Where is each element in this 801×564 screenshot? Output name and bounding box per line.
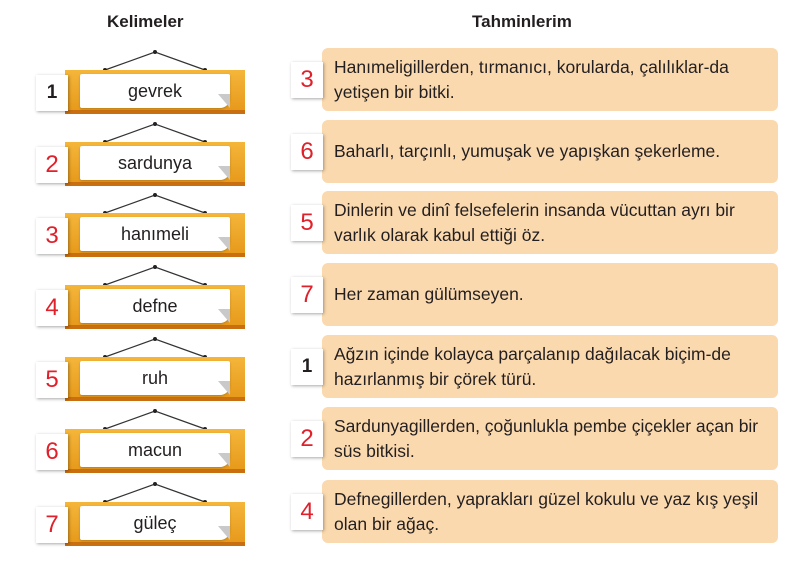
guess-text: Ağzın içinde kolayca parçalanıp dağılacak biçim-de hazırlanmış bir çörek türü. [334,343,731,389]
guess-number-input[interactable]: 4 [291,494,323,530]
guess-text: Baharlı, tarçınlı, yumuşak ve yapışkan şekerleme. [334,141,721,161]
guess-number-input[interactable]: 2 [291,421,323,457]
guess-box [322,120,778,183]
paper-curl-icon [218,526,230,540]
guess-box [322,335,778,398]
guess-number-input[interactable]: 3 [291,62,323,98]
guess-box [322,48,778,111]
word-number: 3 [36,218,68,254]
word-row [0,191,801,257]
guess-box [322,263,778,326]
word-row [0,263,801,329]
hanging-string-icon [100,122,210,144]
hanging-string-icon [100,265,210,287]
word-label: defne [80,289,230,323]
word-label: ruh [80,361,230,395]
guess-box [322,407,778,470]
hanging-string-icon [100,482,210,504]
word-label: sardunya [80,146,230,180]
word-number: 2 [36,147,68,183]
hanging-string-icon [100,337,210,359]
guess-text: Sardunyagillerden, çoğunlukla pembe çiçekler açan bir süs bitkisi. [334,415,759,461]
header-words: Kelimeler [107,12,184,31]
hanging-string-icon [100,409,210,431]
guess-text: Hanımeligillerden, tırmanıcı, korularda, çalılıklar-da yetişen bir bitki. [334,56,729,102]
word-number: 4 [36,290,68,326]
paper-curl-icon [218,166,230,180]
word-number: 5 [36,362,68,398]
guess-number-input[interactable]: 5 [291,205,323,241]
guess-text: Defnegillerden, yaprakları güzel kokulu ve yaz kış yeşil olan bir ağaç. [334,488,759,534]
paper-curl-icon [218,381,230,395]
word-row [0,407,801,473]
word-row [0,480,801,546]
word-label: güleç [80,506,230,540]
word-number: 7 [36,507,68,543]
word-number: 1 [36,75,68,111]
word-label: gevrek [80,74,230,108]
guess-text: Her zaman gülümseyen. [334,284,524,304]
paper-curl-icon [218,94,230,108]
guess-box [322,480,778,543]
guess-box [322,191,778,254]
word-number: 6 [36,434,68,470]
word-row [0,120,801,186]
hanging-string-icon [100,50,210,72]
word-row [0,335,801,401]
word-row [0,48,801,114]
header-guesses: Tahminlerim [472,12,572,31]
hanging-string-icon [100,193,210,215]
guess-number-input[interactable]: 7 [291,277,323,313]
guess-number-input[interactable]: 6 [291,134,323,170]
guess-number-input[interactable]: 1 [291,349,323,385]
paper-curl-icon [218,453,230,467]
word-label: macun [80,433,230,467]
paper-curl-icon [218,237,230,251]
guess-text: Dinlerin ve dinî felsefelerin insanda vücuttan ayrı bir varlık olarak kabul ettiği öz. [334,199,735,245]
word-label: hanımeli [80,217,230,251]
paper-curl-icon [218,309,230,323]
